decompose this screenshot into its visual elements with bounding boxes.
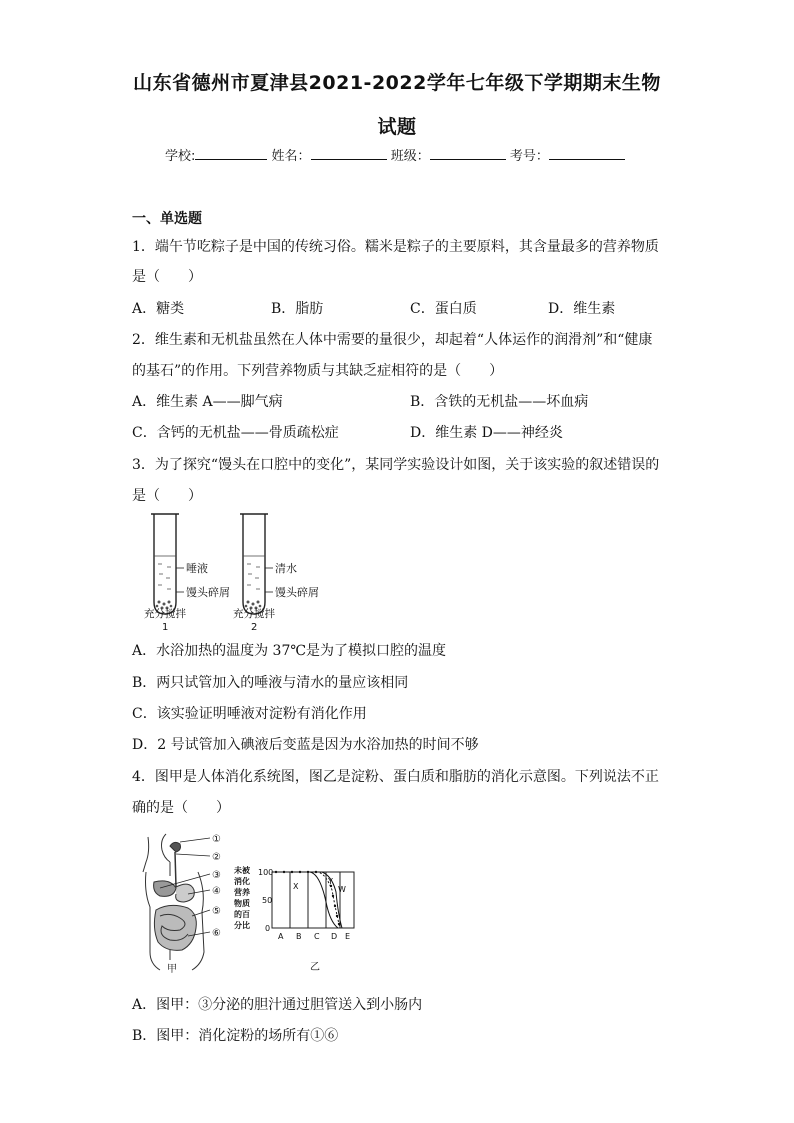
tube2-solid-label: 馒头碎屑 <box>275 586 319 599</box>
yi-ylabel-6: 分比 <box>234 921 250 930</box>
q4-digestion-chart <box>232 862 367 977</box>
yi-xtick-d: D <box>331 932 338 941</box>
q2-option-d: D．维生素 D——神经炎 <box>410 425 563 441</box>
tube1-caption: 充分搅拌 <box>144 608 186 620</box>
tube2-caption: 充分搅拌 <box>233 608 275 620</box>
exam-no-blank <box>549 146 625 160</box>
yi-xtick-c: C <box>314 932 320 941</box>
yi-xtick-a: A <box>278 932 284 941</box>
q3-stem-line1: 3．为了探究“馒头在口腔中的变化”，某同学实验设计如图，关于该实验的叙述错误的 <box>132 457 660 473</box>
yi-xtick-b: B <box>296 932 302 941</box>
q4-digestive-system-figure <box>140 832 240 977</box>
q1-option-a: A．糖类 <box>132 301 185 317</box>
curve-label-x: X <box>293 882 299 891</box>
test-tube-2 <box>233 514 319 633</box>
q4-stem-line2: 确的是（ ） <box>132 800 230 816</box>
exam-no-label: 考号： <box>509 149 549 164</box>
q2-stem-line1: 2．维生素和无机盐虽然在人体中需要的量很少，却起着“人体运作的润滑剂”和“健康 <box>132 332 653 348</box>
q1-option-d: D．维生素 <box>548 301 616 317</box>
yi-caption: 乙 <box>310 962 320 973</box>
yi-ylabel-3: 营养 <box>234 888 250 897</box>
name-label: 姓名： <box>271 149 311 164</box>
q1-option-c: C．蛋白质 <box>410 301 477 317</box>
student-info-row <box>165 145 625 164</box>
curve-label-y: Y <box>328 877 333 886</box>
yi-xtick-e: E <box>345 932 351 941</box>
yi-ylabel-2: 消化 <box>234 877 250 886</box>
jia-label-5: ⑤ <box>212 906 221 917</box>
q3-stem-line2: 是（ ） <box>132 488 202 504</box>
q1-stem-line2: 是（ ） <box>132 269 202 285</box>
q1-option-b: B．脂肪 <box>271 301 324 317</box>
jia-caption: 甲 <box>167 964 177 975</box>
test-tube-1 <box>144 514 230 633</box>
q3-option-c: C．该实验证明唾液对淀粉有消化作用 <box>132 706 367 722</box>
jia-label-3: ③ <box>212 870 221 881</box>
curve-label-w: W <box>338 885 346 894</box>
yi-ylabel-1: 未被 <box>234 866 250 875</box>
yi-ytick-50: 50 <box>262 896 273 905</box>
tube1-liquid-label: 唾液 <box>186 562 208 575</box>
q2-option-c: C．含钙的无机盐——骨质疏松症 <box>132 425 339 441</box>
q4-stem-line1: 4．图甲是人体消化系统图，图乙是淀粉、蛋白质和脂肪的消化示意图。下列说法不正 <box>132 769 659 785</box>
q4-option-b: B．图甲：消化淀粉的场所有①⑥ <box>132 1028 339 1044</box>
yi-ytick-0: 0 <box>265 924 271 933</box>
q1-stem-line1: 1．端午节吃粽子是中国的传统习俗。糯米是粽子的主要原料，其含量最多的营养物质 <box>132 239 659 255</box>
tube2-number: 2 <box>251 622 258 633</box>
class-label: 班级： <box>390 149 430 164</box>
q2-option-b: B．含铁的无机盐——坏血病 <box>410 394 589 410</box>
jia-label-4: ④ <box>212 886 221 897</box>
tube1-number: 1 <box>162 622 169 633</box>
jia-label-2: ② <box>212 852 221 863</box>
yi-ylabel-5: 的百 <box>234 910 250 919</box>
school-blank <box>195 146 267 160</box>
jia-label-1: ① <box>212 834 221 845</box>
tube2-liquid-label: 清水 <box>275 562 297 575</box>
q4-option-a: A．图甲：③分泌的胆汁通过胆管送入到小肠内 <box>132 997 423 1013</box>
doc-title-line2: 试题 <box>377 116 417 138</box>
yi-ylabel-4: 物质 <box>234 899 250 908</box>
q3-option-a: A．水浴加热的温度为 37℃是为了模拟口腔的温度 <box>132 643 447 659</box>
tube1-solid-label: 馒头碎屑 <box>186 586 230 599</box>
yi-ytick-100: 100 <box>258 868 274 877</box>
q2-stem-line2: 的基石”的作用。下列营养物质与其缺乏症相符的是（ ） <box>132 363 504 379</box>
section-heading: 一、单选题 <box>132 211 202 227</box>
class-blank <box>430 146 506 160</box>
q2-option-a: A．维生素 A——脚气病 <box>132 394 283 410</box>
doc-title-line1: 山东省德州市夏津县2021-2022学年七年级下学期期末生物 <box>133 72 661 94</box>
name-blank <box>311 146 387 160</box>
q3-test-tube-figure <box>140 510 330 634</box>
q3-option-d: D．2 号试管加入碘液后变蓝是因为水浴加热的时间不够 <box>132 737 479 753</box>
school-label: 学校: <box>165 149 196 164</box>
jia-label-6: ⑥ <box>212 928 221 939</box>
q3-option-b: B．两只试管加入的唾液与清水的量应该相同 <box>132 675 409 691</box>
